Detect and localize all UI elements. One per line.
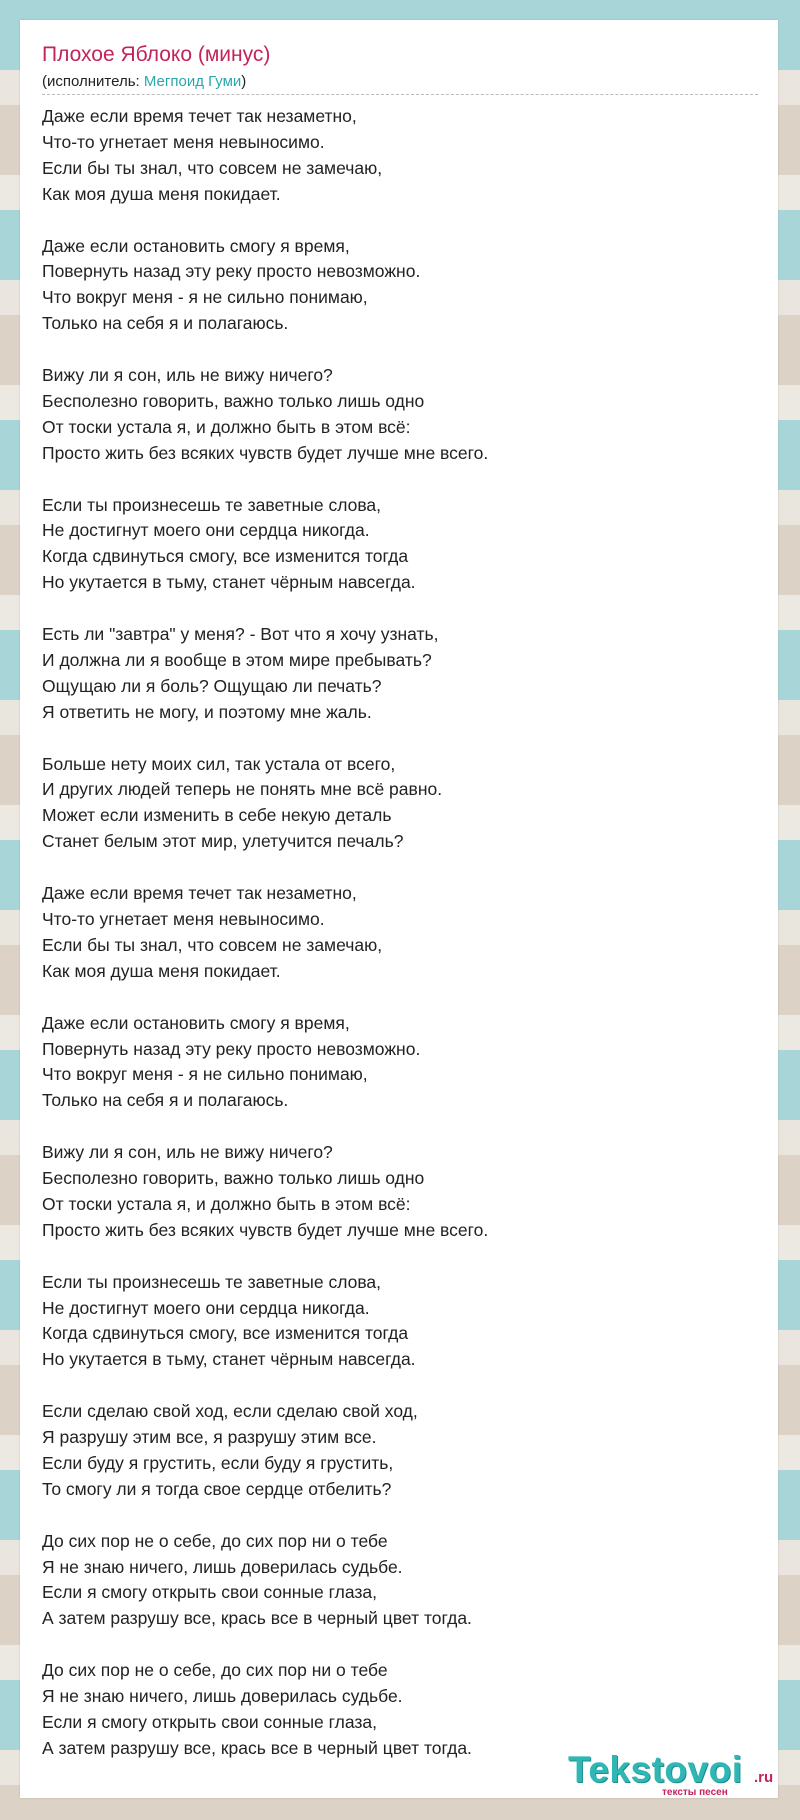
lyrics-stanza [42,1399,758,1503]
lyrics-line: Вижу ли я сон, иль не вижу ничего? [42,1142,333,1163]
lyrics-line: Но укутается в тьму, станет чёрным навсегда. [42,572,416,593]
lyrics-line: Если сделаю свой ход, если сделаю свой ход, [42,1401,418,1422]
lyrics-line: Если бы ты знал, что совсем не замечаю, [42,157,383,178]
lyrics-line: Только на себя я и полагаюсь. [42,313,289,334]
lyrics-line: До сих пор не о себе, до сих пор ни о тебе [42,1660,388,1681]
lyrics-line: Бесполезно говорить, важно только лишь одно [42,390,425,411]
lyrics-stanza [42,104,758,208]
title-divider [42,94,758,95]
site-logo[interactable] [568,1750,778,1800]
artist-link[interactable]: Мегпоид Гуми [143,73,242,90]
logo-tld: .ru [754,1769,774,1786]
lyrics-line: А затем разрушу все, крась все в черный цвет тогда. [42,1737,472,1758]
lyrics-stanza [42,752,758,856]
logo-text: Tekstovoi [568,1749,743,1790]
lyrics-line: Повернуть назад эту реку просто невозможно. [42,261,421,282]
lyrics-line: Просто жить без всяких чувств будет лучше мне всего. [42,442,489,463]
lyrics-line: Только на себя я и полагаюсь. [42,1090,289,1111]
lyrics-line: Больше нету моих сил, так устала от всего, [42,753,396,774]
lyrics-line: Не достигнут моего они сердца никогда. [42,520,370,541]
lyrics-stanza [42,622,758,726]
artist-suffix: ) [241,73,247,90]
lyrics-stanza [42,1658,758,1762]
lyrics-line: До сих пор не о себе, до сих пор ни о тебе [42,1530,388,1551]
lyrics-line: Вижу ли я сон, иль не вижу ничего? [42,365,333,386]
lyrics-line: Я разрушу этим все, я разрушу этим все. [42,1427,377,1448]
song-title: Плохое Яблоко (минус) [42,43,271,66]
lyrics-stanza [42,1529,758,1633]
lyrics-line: И должна ли я вообще в этом мире пребывать? [42,649,432,670]
lyrics-line: Если я смогу открыть свои сонные глаза, [42,1582,378,1603]
lyrics-stanza [42,493,758,597]
logo-tagline: тексты песен [662,1787,728,1798]
lyrics-line: От тоски устала я, и должно быть в этом всё: [42,1193,411,1214]
lyrics-line: Я не знаю ничего, лишь доверилась судьбе. [42,1556,403,1577]
lyrics-line: Просто жить без всяких чувств будет лучше мне всего. [42,1219,489,1240]
lyrics-line: Что-то угнетает меня невыносимо. [42,909,325,929]
lyrics-line: И других людей теперь не понять мне всё равно. [42,779,443,800]
lyrics-stanza [42,363,758,467]
lyrics-line: Если ты произнесешь те заветные слова, [42,1271,382,1292]
lyrics-stanza [42,881,758,985]
lyrics-line: Даже если время течет так незаметно, [42,883,357,904]
lyrics-line: Станет белым этот мир, улетучится печаль? [42,831,404,852]
lyrics-line: Повернуть назад эту реку просто невозможно. [42,1038,421,1059]
lyrics-card [20,20,778,1798]
lyrics-line: Когда сдвинуться смогу, все изменится тогда [42,546,409,567]
lyrics-line: Как моя душа меня покидает. [42,960,281,981]
lyrics-line: Когда сдвинуться смогу, все изменится тогда [42,1323,409,1344]
lyrics-line: Даже если время течет так незаметно, [42,106,357,126]
lyrics-line: Что-то угнетает меня невыносимо. [42,131,325,152]
lyrics-line: Не достигнут моего они сердца никогда. [42,1297,370,1318]
lyrics-line: Есть ли "завтра" у меня? - Вот что я хочу узнать, [42,624,439,645]
lyrics-line: Я не знаю ничего, лишь доверилась судьбе. [42,1686,403,1707]
lyrics-line: Что вокруг меня - я не сильно понимаю, [42,1064,368,1085]
lyrics-line: Если я смогу открыть свои сонные глаза, [42,1712,378,1732]
lyrics-line: А затем разрушу все, крась все в черный цвет тогда. [42,1608,472,1629]
lyrics-line: Если бы ты знал, что совсем не замечаю, [42,934,383,955]
lyrics-body [42,104,758,1762]
lyrics-line: Что вокруг меня - я не сильно понимаю, [42,287,368,308]
lyrics-line: Бесполезно говорить, важно только лишь одно [42,1168,425,1189]
lyrics-stanza [42,1140,758,1244]
lyrics-stanza [42,1270,758,1374]
lyrics-line: Если буду я грустить, если буду я грустить, [42,1452,394,1473]
lyrics-line: Даже если остановить смогу я время, [42,235,350,256]
lyrics-stanza [42,1011,758,1115]
lyrics-line: Если ты произнесешь те заветные слова, [42,494,382,515]
lyrics-line: То смогу ли я тогда свое сердце отбелить? [42,1478,392,1499]
lyrics-line: Может если изменить в себе некую деталь [42,805,392,826]
lyrics-line: Но укутается в тьму, станет чёрным навсегда. [42,1349,416,1370]
lyrics-line: Даже если остановить смогу я время, [42,1012,350,1033]
lyrics-line: Как моя душа меня покидает. [42,183,281,204]
lyrics-line: Я ответить не могу, и поэтому мне жаль. [42,701,372,722]
lyrics-line: От тоски устала я, и должно быть в этом всё: [42,416,411,437]
artist-line [42,73,246,91]
lyrics-line: Ощущаю ли я боль? Ощущаю ли печать? [42,675,382,696]
lyrics-stanza [42,234,758,338]
artist-prefix: (исполнитель: [42,73,144,90]
